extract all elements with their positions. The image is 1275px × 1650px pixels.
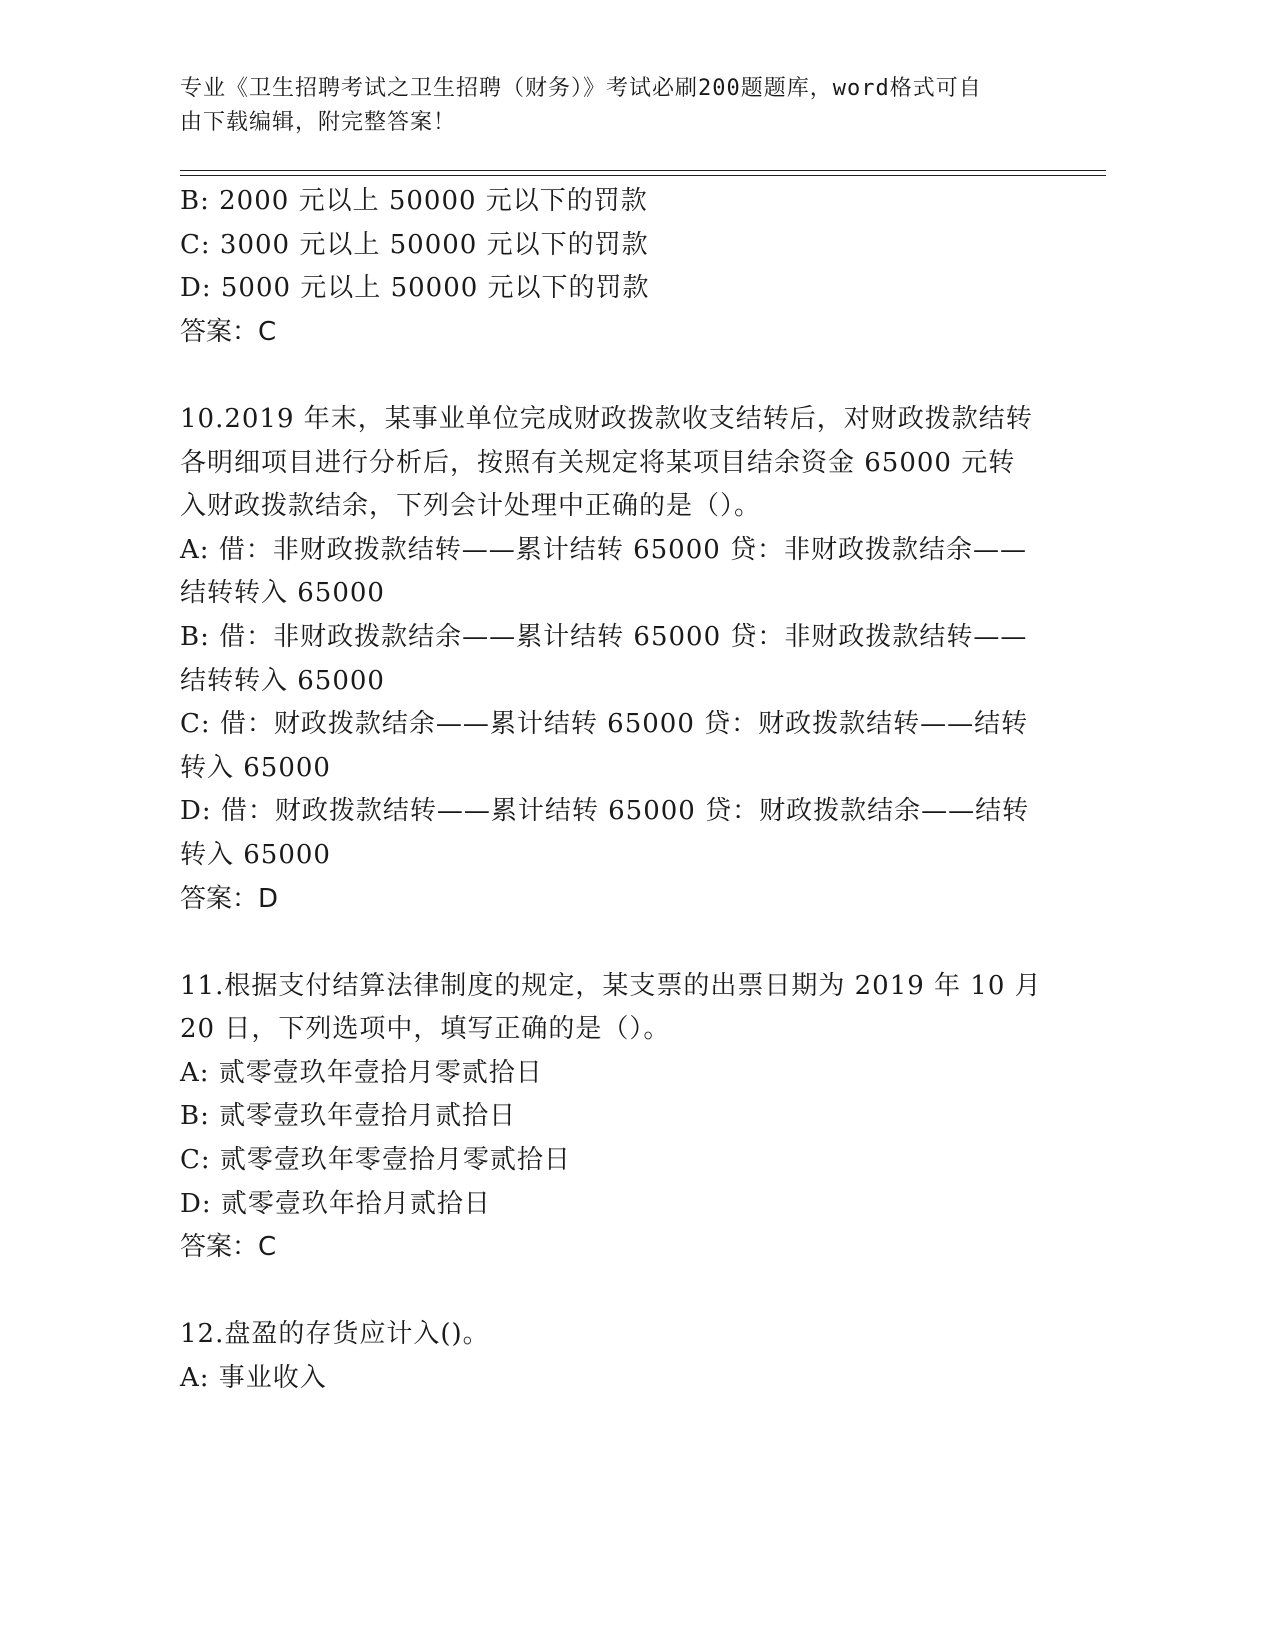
q10-option-a-line-2: 结转转入 65000 (180, 578, 385, 609)
header-line-1: 专业《卫生招聘考试之卫生招聘（财务）》考试必刷200题题库，word格式可自 (180, 76, 982, 101)
question-11-block (180, 965, 1050, 1270)
document-header (180, 72, 1040, 140)
q11-stem-line-2: 20 日，下列选项中，填写正确的是（）。 (180, 1014, 671, 1045)
question-9-block (180, 180, 1050, 354)
q11-stem-line-1: 11.根据支付结算法律制度的规定，某支票的出票日期为 2019 年 10 月 (180, 970, 1042, 1001)
q10-stem-line-1: 10.2019 年末，某事业单位完成财政拨款收支结转后，对财政拨款结转 (180, 403, 1033, 434)
q11-option-d: D: 贰零壹玖年拾月贰拾日 (180, 1188, 491, 1219)
q11-option-b: B: 贰零壹玖年壹拾月贰拾日 (180, 1101, 517, 1132)
q9-option-d: D: 5000 元以上 50000 元以下的罚款 (180, 273, 650, 304)
q10-option-c-line-1: C: 借：财政拨款结余——累计结转 65000 贷：财政拨款结转——结转 (180, 709, 1029, 740)
question-10-block (180, 398, 1050, 921)
q10-option-c-line-2: 转入 65000 (180, 752, 331, 783)
q10-option-d-line-2: 转入 65000 (180, 839, 331, 870)
spacer (180, 921, 1050, 965)
q11-option-c: C: 贰零壹玖年零壹拾月零贰拾日 (180, 1145, 571, 1176)
spacer (180, 1270, 1050, 1314)
question-content (180, 180, 1050, 1401)
q11-option-a: A: 贰零壹玖年壹拾月零贰拾日 (180, 1057, 543, 1088)
q10-option-b-line-1: B: 借：非财政拨款结余——累计结转 65000 贷：非财政拨款结转—— (180, 621, 1028, 652)
header-rule-top (180, 170, 1106, 171)
q11-answer: 答案：C (180, 1232, 277, 1263)
q12-option-a: A: 事业收入 (180, 1363, 327, 1394)
q9-option-c: C: 3000 元以上 50000 元以下的罚款 (180, 229, 649, 260)
spacer (180, 354, 1050, 398)
q10-stem-line-2: 各明细项目进行分析后，按照有关规定将某项目结余资金 65000 元转 (180, 447, 1016, 478)
q10-option-a-line-1: A: 借：非财政拨款结转——累计结转 65000 贷：非财政拨款结余—— (180, 534, 1028, 565)
q10-option-d-line-1: D: 借：财政拨款结转——累计结转 65000 贷：财政拨款结余——结转 (180, 796, 1030, 827)
q12-stem-line-1: 12.盘盈的存货应计入()。 (180, 1319, 490, 1350)
header-line-2: 由下载编辑，附完整答案！ (180, 110, 457, 135)
q9-answer: 答案：C (180, 316, 277, 347)
q10-option-b-line-2: 结转转入 65000 (180, 665, 385, 696)
q9-option-b: B: 2000 元以上 50000 元以下的罚款 (180, 186, 648, 216)
q10-answer: 答案：D (180, 883, 279, 914)
question-12-block (180, 1313, 1050, 1400)
header-rule-bottom (180, 175, 1106, 176)
q10-stem-line-3: 入财政拨款结余，下列会计处理中正确的是（）。 (180, 491, 762, 522)
